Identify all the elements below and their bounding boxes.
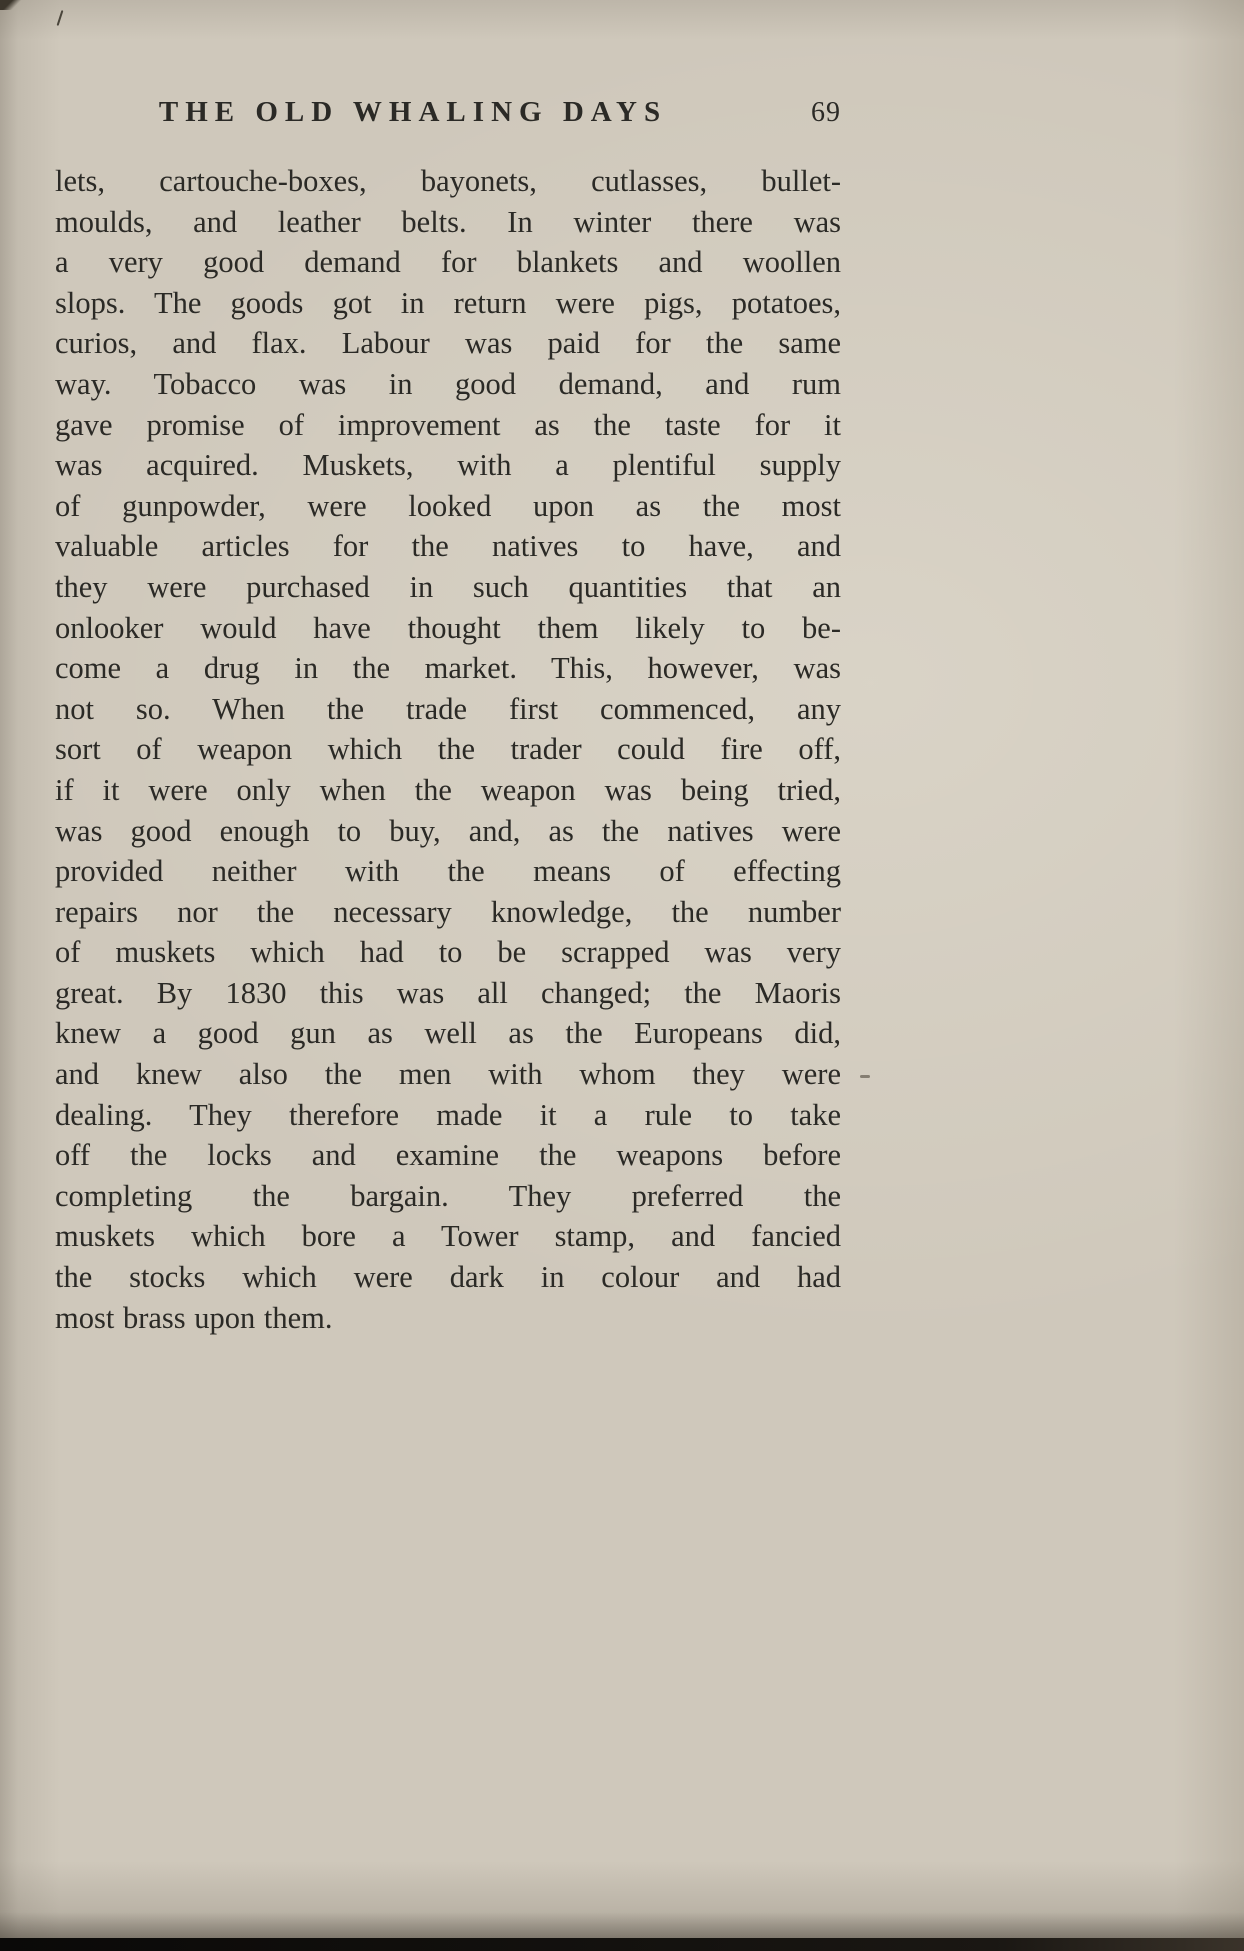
text-line: curios, and flax. Labour was paid for the same bbox=[55, 326, 841, 361]
text-line: way. Tobacco was in good demand, and rum bbox=[55, 366, 841, 401]
text-line: slops. The goods got in return were pigs, potatoes, bbox=[55, 285, 841, 320]
text-line: moulds, and leather belts. In winter there was bbox=[55, 204, 841, 239]
text-line: of muskets which had to be scrapped was very bbox=[55, 935, 841, 970]
text-line: if it were only when the weapon was being tried, bbox=[55, 772, 841, 807]
text-line: dealing. They therefore made it a rule to take bbox=[55, 1097, 841, 1132]
text-line: not so. When the trade first commenced, any bbox=[55, 691, 841, 726]
text-line: was good enough to buy, and, as the natives were bbox=[55, 813, 841, 848]
page-bottom-shadow bbox=[0, 1912, 1244, 1938]
text-line: most brass upon them. bbox=[55, 1300, 333, 1335]
text-line: repairs nor the necessary knowledge, the number bbox=[55, 894, 841, 929]
text-line: they were purchased in such quantities that an bbox=[55, 569, 841, 604]
scan-bottom-edge bbox=[0, 1938, 1244, 1951]
text-line: of gunpowder, were looked upon as the most bbox=[55, 488, 841, 523]
running-title: THE OLD WHALING DAYS bbox=[158, 96, 668, 128]
text-line: the stocks which were dark in colour and had bbox=[55, 1260, 841, 1295]
page-number: 69 bbox=[811, 97, 841, 128]
scan-corner-artifact bbox=[0, 0, 26, 10]
text-line: great. By 1830 this was all changed; the Maoris bbox=[55, 975, 841, 1010]
scan-stray-mark bbox=[57, 10, 64, 26]
text-line: come a drug in the market. This, however, was bbox=[55, 651, 841, 686]
text-line: muskets which bore a Tower stamp, and fancied bbox=[55, 1219, 841, 1254]
text-line: was acquired. Muskets, with a plentiful supply bbox=[55, 448, 841, 483]
page-header bbox=[55, 96, 841, 136]
text-line: lets, cartouche-boxes, bayonets, cutlasses, bullet- bbox=[55, 164, 841, 198]
body-text bbox=[55, 161, 841, 1338]
text-line: sort of weapon which the trader could fire off, bbox=[55, 732, 841, 767]
text-line: a very good demand for blankets and woollen bbox=[55, 245, 841, 280]
scan-stray-dot bbox=[860, 1075, 870, 1078]
text-line: knew a good gun as well as the Europeans did, bbox=[55, 1016, 841, 1051]
text-line: provided neither with the means of effecting bbox=[55, 854, 841, 889]
text-line: gave promise of improvement as the taste for it bbox=[55, 407, 841, 442]
text-line: and knew also the men with whom they were bbox=[55, 1057, 841, 1092]
text-line: off the locks and examine the weapons before bbox=[55, 1138, 841, 1173]
text-line: valuable articles for the natives to have, and bbox=[55, 529, 841, 564]
text-line: onlooker would have thought them likely to be- bbox=[55, 610, 841, 645]
text-line: completing the bargain. They preferred the bbox=[55, 1178, 841, 1213]
